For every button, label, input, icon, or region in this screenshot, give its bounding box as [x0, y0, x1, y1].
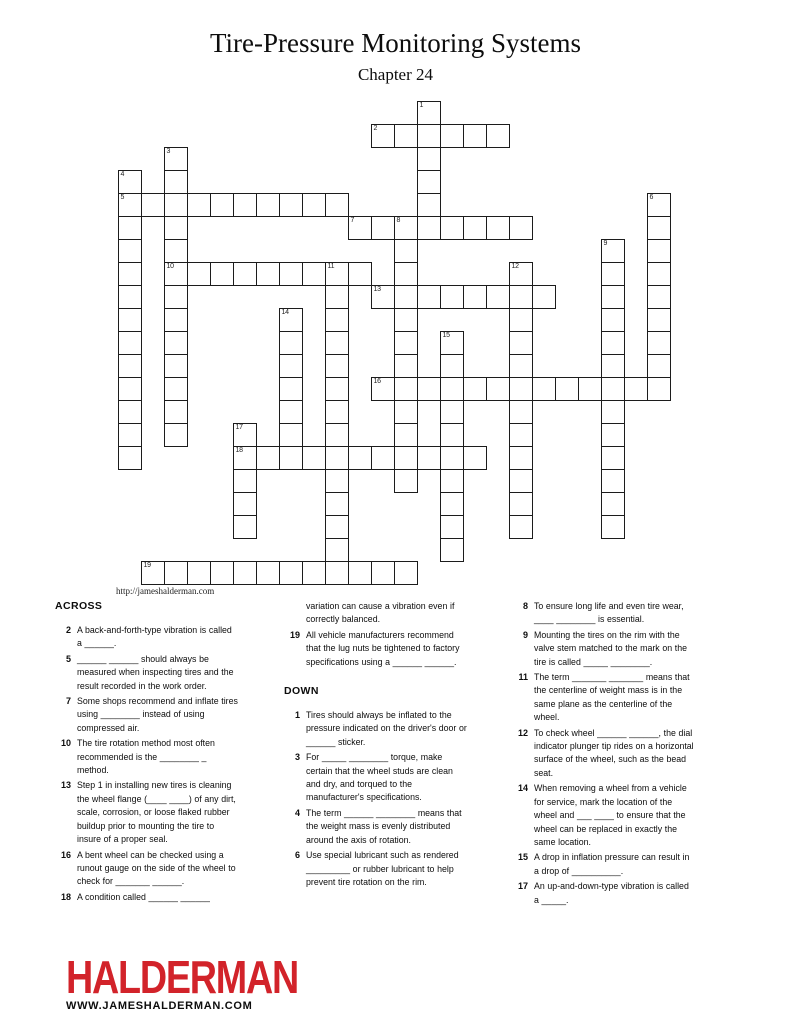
- clue-item: [512, 880, 717, 907]
- grid-cell: [440, 538, 464, 562]
- grid-cell: [325, 308, 349, 332]
- cell-number: 6: [649, 194, 654, 201]
- grid-cell: [417, 170, 441, 194]
- grid-cell: [164, 216, 188, 240]
- page-subtitle: Chapter 24: [357, 65, 434, 84]
- clue-text: An up-and-down-type vibration is called a _____.: [534, 881, 689, 905]
- grid-cell: [555, 377, 579, 401]
- grid-cell: [325, 377, 349, 401]
- grid-cell: [325, 354, 349, 378]
- grid-cell: [233, 446, 257, 470]
- clue-number: 4: [294, 807, 300, 818]
- grid-cell: [394, 308, 418, 332]
- cell-number: 12: [511, 263, 519, 270]
- grid-source-url: http://jameshalderman.com: [116, 586, 215, 596]
- grid-cell: [279, 561, 303, 585]
- clue-item: [55, 624, 253, 651]
- grid-cell: [394, 216, 418, 240]
- grid-cell: [118, 239, 142, 263]
- cell-number: 10: [166, 263, 174, 270]
- grid-cell: [371, 216, 395, 240]
- grid-cell: [210, 193, 234, 217]
- grid-cell: [371, 377, 395, 401]
- grid-cell: [302, 446, 326, 470]
- grid-cell: [647, 262, 671, 286]
- clue-text: To ensure long life and even tire wear, ____ ________ is essential.: [534, 601, 684, 625]
- grid-cell: [417, 124, 441, 148]
- grid-cell: [601, 285, 625, 309]
- grid-cell: [348, 446, 372, 470]
- grid-cell: [647, 285, 671, 309]
- clue-number: 10: [60, 738, 71, 749]
- grid-cell: [647, 308, 671, 332]
- grid-cell: [601, 446, 625, 470]
- grid-cell: [279, 446, 303, 470]
- grid-cell: [233, 193, 257, 217]
- grid-cell: [440, 331, 464, 355]
- grid-cell: [233, 262, 257, 286]
- grid-cell: [647, 331, 671, 355]
- cell-number: 9: [603, 240, 608, 247]
- grid-cell: [647, 239, 671, 263]
- clue-item: [284, 751, 482, 805]
- halderman-logo: [66, 951, 349, 1012]
- grid-cell: [279, 262, 303, 286]
- clue-text: Some shops recommend and inflate tires using ________ instead of using compressed air.: [77, 696, 238, 733]
- grid-cell: [486, 285, 510, 309]
- grid-cell: [509, 492, 533, 516]
- cell-number: 5: [120, 194, 125, 201]
- grid-cell: [371, 124, 395, 148]
- clue-number: 19: [289, 629, 300, 640]
- grid-cell: [647, 216, 671, 240]
- clue-text: Mounting the tires on the rim with the valve stem matched to the mark on the tire is called _____ ________.: [534, 629, 687, 667]
- grid-cell: [578, 377, 602, 401]
- grid-cell: [141, 193, 165, 217]
- clue-number: 6: [294, 850, 300, 861]
- grid-cell: [440, 515, 464, 539]
- grid-cell: [118, 262, 142, 286]
- grid-cell: [509, 400, 533, 424]
- grid-cell: [463, 377, 487, 401]
- grid-cell: [417, 446, 441, 470]
- grid-cell: [164, 377, 188, 401]
- grid-cell: [118, 354, 142, 378]
- grid-cell: [440, 400, 464, 424]
- grid-cell: [440, 469, 464, 493]
- grid-cell: [417, 193, 441, 217]
- grid-cell: [601, 308, 625, 332]
- grid-cell: [164, 561, 188, 585]
- clue-item: [284, 807, 482, 847]
- clue-number: 14: [517, 783, 528, 794]
- grid-cell: [325, 423, 349, 447]
- clue-text: A bent wheel can be checked using a runout gauge on the side of the wheel to check for _______ ______.: [77, 849, 236, 887]
- grid-cell: [532, 285, 556, 309]
- grid-cell: [233, 469, 257, 493]
- grid-cell: [325, 538, 349, 562]
- grid-cell: [601, 354, 625, 378]
- grid-cell: [440, 216, 464, 240]
- grid-cell: [118, 285, 142, 309]
- grid-cell: [164, 170, 188, 194]
- clue-text: To check wheel ______ ______, the dial indicator plunger tip rides on a horizontal surface of the wheel, such as the bead seat.: [534, 727, 694, 778]
- grid-cell: [394, 354, 418, 378]
- across-header: ACROSS: [55, 600, 103, 612]
- grid-cell: [394, 124, 418, 148]
- grid-cell: [187, 561, 211, 585]
- grid-cell: [417, 147, 441, 171]
- cell-number: 1: [419, 102, 424, 109]
- grid-cell: [440, 124, 464, 148]
- grid-cell: [325, 285, 349, 309]
- grid-cell: [187, 193, 211, 217]
- grid-cell: [440, 492, 464, 516]
- grid-cell: [463, 216, 487, 240]
- grid-cell: [118, 423, 142, 447]
- grid-cell: [394, 469, 418, 493]
- grid-cell: [509, 262, 533, 286]
- grid-cell: [118, 170, 142, 194]
- grid-cell: [348, 561, 372, 585]
- grid-cell: [279, 308, 303, 332]
- grid-cell: [486, 377, 510, 401]
- grid-cell: [417, 216, 441, 240]
- grid-cell: [141, 561, 165, 585]
- grid-cell: [486, 216, 510, 240]
- clue-text: A back-and-forth-type vibration is called a ______.: [77, 625, 232, 649]
- logo-website-url: WWW.JAMESHALDERMAN.COM: [66, 1000, 253, 1012]
- grid-cell: [486, 124, 510, 148]
- clue-text: ______ ______ should always be measured when inspecting tires and the result recorded in the work order.: [77, 653, 234, 691]
- clue-number: 18: [60, 891, 71, 902]
- grid-cell: [509, 423, 533, 447]
- clue-number: [284, 600, 306, 627]
- grid-cell: [302, 193, 326, 217]
- grid-cell: [394, 262, 418, 286]
- clue-number: 11: [518, 672, 528, 683]
- grid-cell: [325, 193, 349, 217]
- grid-cell: [118, 400, 142, 424]
- clue-column-3: [512, 600, 717, 909]
- clue-number: 12: [517, 727, 528, 738]
- grid-cell: [440, 446, 464, 470]
- grid-cell: [509, 469, 533, 493]
- page-title: Tire-Pressure Monitoring Systems: [209, 28, 581, 58]
- grid-cell: [601, 377, 625, 401]
- clue-number: 13: [60, 780, 71, 791]
- clue-item: [284, 709, 482, 749]
- grid-cell: [256, 561, 280, 585]
- grid-cell: [302, 561, 326, 585]
- grid-cell: [256, 193, 280, 217]
- grid-cell: [509, 216, 533, 240]
- cell-number: 2: [373, 125, 378, 132]
- grid-cell: [325, 262, 349, 286]
- crossword-grid: [118, 101, 698, 591]
- grid-cell: [417, 377, 441, 401]
- clue-number: 1: [294, 710, 300, 721]
- grid-cell: [164, 331, 188, 355]
- grid-cell: [279, 377, 303, 401]
- cell-number: 4: [120, 171, 125, 178]
- clue-number: 5: [65, 653, 71, 664]
- grid-cell: [187, 262, 211, 286]
- clue-item: [512, 600, 717, 627]
- clue-text: The term _______ _______ means that the centerline of weight mass is in the same plane as the centerline of the wheel.: [534, 672, 690, 723]
- grid-cell: [233, 561, 257, 585]
- clue-number: 2: [65, 625, 71, 635]
- down-header: DOWN: [284, 685, 319, 698]
- clue-text: The tire rotation method most often recommended is the ________ _ method.: [77, 738, 215, 776]
- grid-cell: [509, 354, 533, 378]
- grid-cell: [440, 285, 464, 309]
- grid-cell: [164, 354, 188, 378]
- cell-number: 13: [373, 286, 381, 293]
- grid-cell: [509, 446, 533, 470]
- grid-cell: [164, 147, 188, 171]
- grid-cell: [509, 308, 533, 332]
- grid-cell: [417, 285, 441, 309]
- grid-cell: [601, 515, 625, 539]
- cell-number: 19: [143, 562, 151, 569]
- clue-item: [55, 737, 253, 777]
- clue-text: Step 1 in installing new tires is cleaning the wheel flange (____ ____) of any dirt, scale, corrosion, or loose flaked rubber buildup prior to mounting the tire to insure of a proper seal.: [77, 780, 236, 845]
- grid-cell: [463, 124, 487, 148]
- grid-cell: [348, 216, 372, 240]
- grid-cell: [601, 469, 625, 493]
- grid-cell: [394, 331, 418, 355]
- grid-cell: [325, 446, 349, 470]
- cell-number: 14: [281, 309, 289, 316]
- clue-item: [55, 891, 253, 904]
- clue-number: 3: [294, 752, 300, 763]
- grid-cell: [371, 285, 395, 309]
- grid-cell: [509, 285, 533, 309]
- grid-cell: [394, 239, 418, 263]
- grid-cell: [164, 423, 188, 447]
- clue-continuation: [284, 600, 482, 627]
- clue-column-2: [284, 600, 482, 891]
- grid-cell: [532, 377, 556, 401]
- grid-cell: [256, 262, 280, 286]
- clue-number: 7: [65, 696, 71, 707]
- grid-cell: [279, 400, 303, 424]
- grid-cell: [394, 377, 418, 401]
- clue-number: 16: [60, 849, 71, 860]
- cell-number: 16: [373, 378, 381, 385]
- grid-cell: [118, 308, 142, 332]
- cell-number: 11: [327, 263, 335, 270]
- grid-cell: [509, 377, 533, 401]
- cell-number: 8: [396, 217, 401, 224]
- grid-cell: [279, 331, 303, 355]
- logo-wordmark: HALDERMAN: [66, 951, 298, 1003]
- grid-cell: [118, 446, 142, 470]
- grid-cell: [279, 354, 303, 378]
- grid-cell: [647, 377, 671, 401]
- grid-cell: [463, 285, 487, 309]
- clue-text: The term ______ ________ means that the weight mass is evenly distributed around the axis of rotation.: [306, 807, 462, 845]
- cell-number: 18: [235, 447, 243, 454]
- grid-cell: [440, 377, 464, 401]
- clue-column-1: [55, 600, 253, 906]
- grid-cell: [348, 262, 372, 286]
- grid-cell: [325, 469, 349, 493]
- grid-cell: [164, 400, 188, 424]
- grid-cell: [325, 492, 349, 516]
- grid-cell: [325, 515, 349, 539]
- grid-cell: [325, 331, 349, 355]
- clue-text: All vehicle manufacturers recommend that the lug nuts be tightened to factory specifications using a ______ ______.: [306, 629, 460, 667]
- clue-item: [55, 695, 253, 735]
- clue-item: [55, 779, 253, 846]
- grid-cell: [118, 193, 142, 217]
- grid-cell: [509, 515, 533, 539]
- clue-text: Use special lubricant such as rendered _________ or rubber lubricant to help prevent tire rotation on the rim.: [306, 850, 459, 887]
- cell-number: 7: [350, 217, 355, 224]
- grid-cell: [440, 354, 464, 378]
- grid-cell: [371, 561, 395, 585]
- grid-cell: [164, 308, 188, 332]
- clue-text: A condition called ______ ______: [77, 891, 210, 902]
- clue-number: 15: [517, 852, 528, 863]
- grid-cell: [394, 446, 418, 470]
- grid-cell: [233, 492, 257, 516]
- clue-item: [284, 629, 482, 669]
- grid-cell: [647, 193, 671, 217]
- grid-cell: [509, 331, 533, 355]
- grid-cell: [647, 354, 671, 378]
- grid-cell: [118, 331, 142, 355]
- clue-item: [512, 851, 717, 878]
- grid-cell: [463, 446, 487, 470]
- cell-number: 15: [442, 332, 450, 339]
- clue-item: [284, 849, 482, 889]
- grid-cell: [164, 193, 188, 217]
- clue-item: [55, 849, 253, 889]
- clue-item: [55, 653, 253, 693]
- grid-cell: [164, 262, 188, 286]
- clue-item: [512, 671, 717, 725]
- clue-item: [512, 782, 717, 849]
- clue-item: [512, 727, 717, 781]
- cell-number: 17: [235, 424, 243, 431]
- grid-cell: [601, 400, 625, 424]
- grid-cell: [279, 423, 303, 447]
- grid-cell: [256, 446, 280, 470]
- grid-cell: [601, 492, 625, 516]
- grid-cell: [394, 285, 418, 309]
- clue-text: Tires should always be inflated to the pressure indicated on the driver's door or ______ sticker.: [306, 710, 467, 747]
- grid-cell: [210, 561, 234, 585]
- clue-number: 9: [522, 629, 528, 640]
- grid-cell: [371, 446, 395, 470]
- grid-cell: [417, 101, 441, 125]
- grid-cell: [302, 262, 326, 286]
- grid-cell: [279, 193, 303, 217]
- clue-item: [512, 629, 717, 669]
- cell-number: 3: [166, 148, 171, 155]
- grid-cell: [325, 561, 349, 585]
- grid-cell: [233, 515, 257, 539]
- grid-cell: [118, 377, 142, 401]
- grid-cell: [164, 239, 188, 263]
- clue-text: When removing a wheel from a vehicle for service, mark the location of the wheel and ___ ____ to ensure that the wheel can be replaced in exactly the same location.: [534, 783, 687, 847]
- grid-cell: [440, 423, 464, 447]
- grid-cell: [394, 561, 418, 585]
- clue-number: 17: [517, 881, 528, 892]
- grid-cell: [325, 400, 349, 424]
- grid-cell: [601, 331, 625, 355]
- grid-cell: [118, 216, 142, 240]
- grid-cell: [394, 400, 418, 424]
- grid-cell: [601, 239, 625, 263]
- grid-cell: [601, 262, 625, 286]
- clue-number: 8: [522, 601, 528, 611]
- clue-text: For _____ ________ torque, make certain that the wheel studs are clean and dry, and torqued to the manufacturer's specifications.: [306, 752, 453, 803]
- grid-cell: [601, 423, 625, 447]
- clue-text: variation can cause a vibration even if correctly balanced.: [306, 601, 455, 625]
- clue-text: A drop in inflation pressure can result in a drop of __________.: [534, 852, 690, 876]
- grid-cell: [624, 377, 648, 401]
- grid-cell: [210, 262, 234, 286]
- grid-cell: [233, 423, 257, 447]
- grid-cell: [164, 285, 188, 309]
- grid-cell: [394, 423, 418, 447]
